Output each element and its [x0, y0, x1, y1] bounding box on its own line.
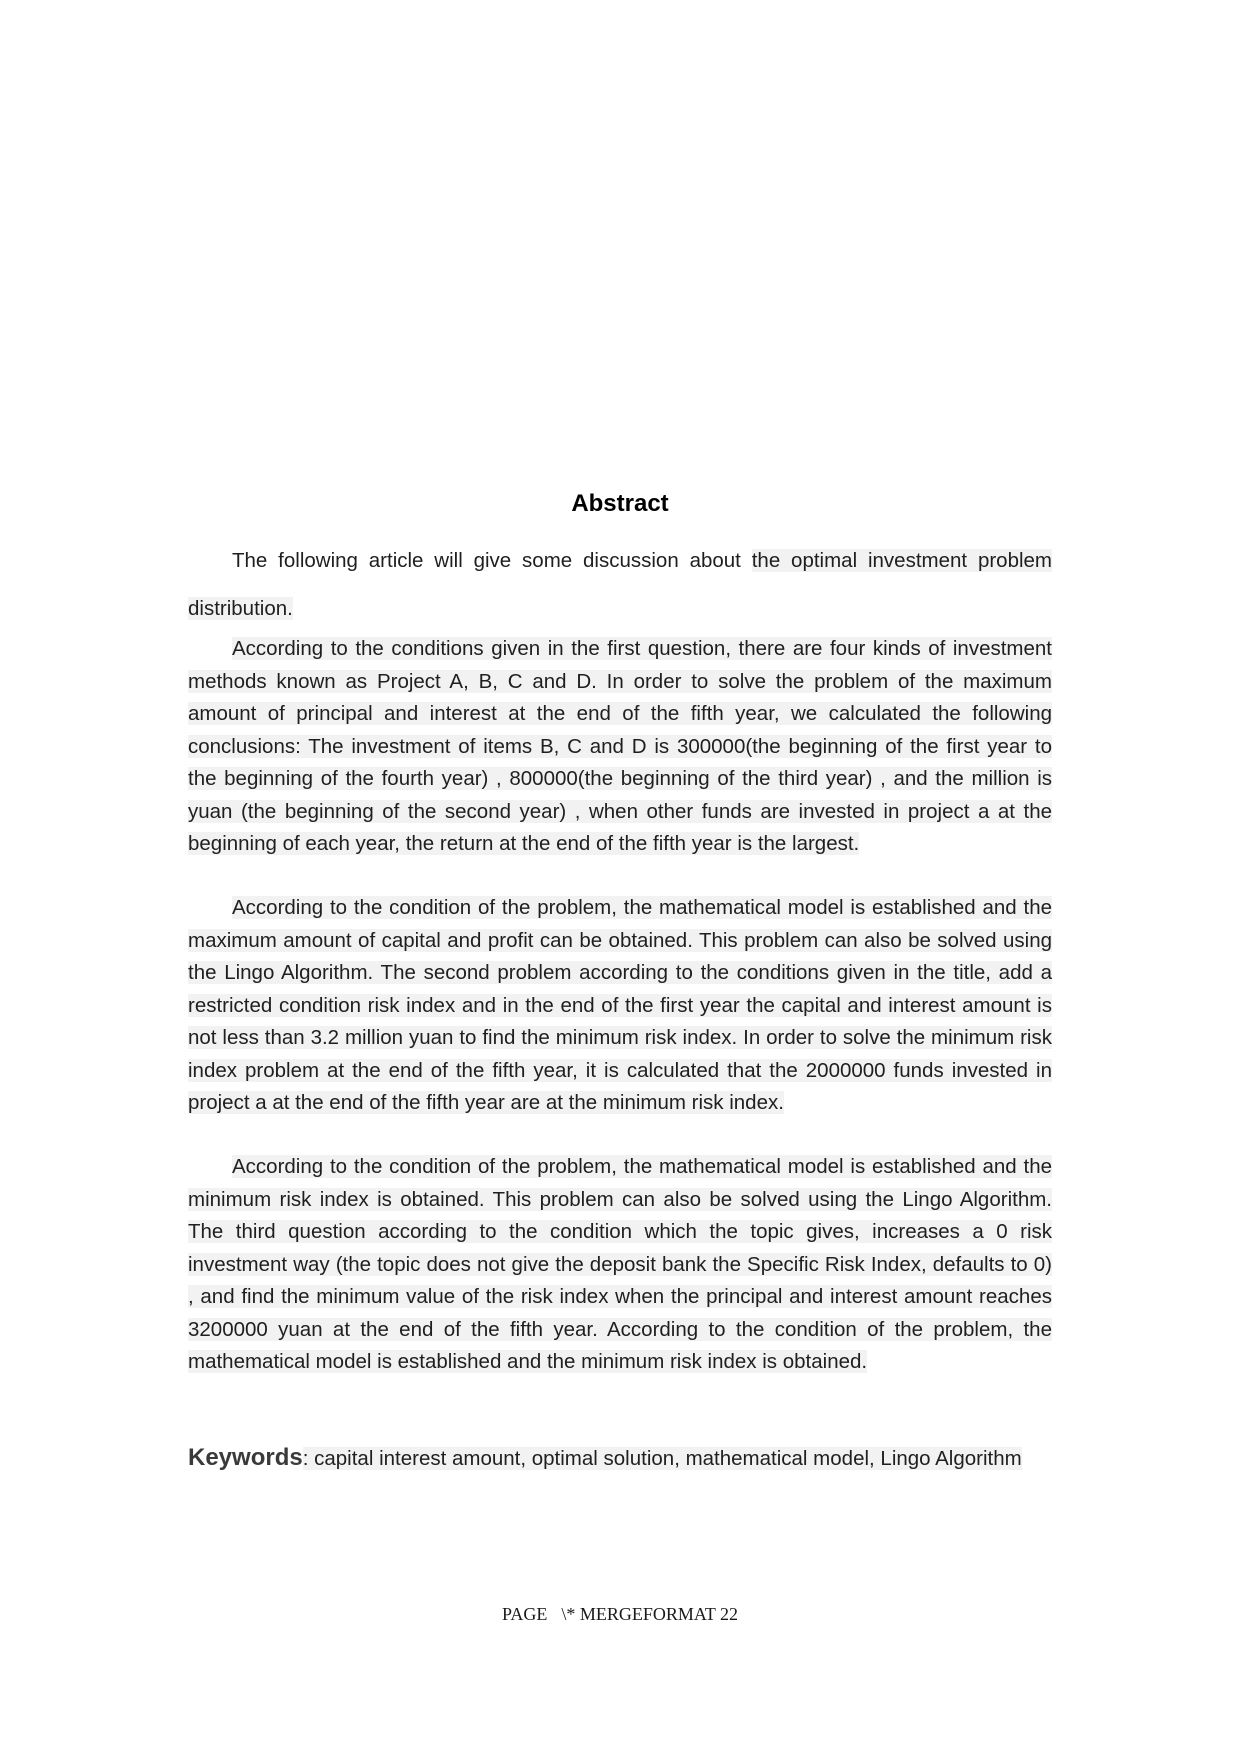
keywords-text: capital interest amount, optimal solution, mathematical model, Lingo Algorithm [314, 1447, 1022, 1470]
intro-plain-text: The following article will give some discussion about [232, 549, 752, 572]
intro-text [188, 537, 1052, 633]
paragraph-2-text: According to the condition of the problem, the mathematical model is established and the maximum amount of capital and profit can be obtained. This problem can also be solved using the Lingo Algorithm. The second problem according to the conditions given in the title, add a restricted condition risk index and in the end of the first year the capital and interest amount is not less than 3.2 million yuan to find the minimum risk index. In order to solve the minimum risk index problem at the end of the fifth year, it is calculated that the 2000000 funds invested in project a at the end of the fifth year are at the minimum risk index. [188, 896, 1052, 1114]
abstract-paragraph-2 [188, 892, 1052, 1120]
footer-field-code: \* MERGEFORMAT 22 [561, 1604, 739, 1624]
abstract-paragraph-1 [188, 633, 1052, 861]
paragraph-1-text: According to the conditions given in the first question, there are four kinds of investment methods known as Project A, B, C and D. In order to solve the problem of the maximum amount of principal and interest at the end of the fifth year, we calculated the following conclusions: The investment of items B, C and D is 300000(the beginning of the first year to the beginning of the fourth year) , 800000(the beginning of the third year) , and the million is yuan (the beginning of the second year) , when other funds are invested in project a at the beginning of each year, the return at the end of the fifth year is the largest. [188, 637, 1052, 855]
keywords-label: Keywords [188, 1444, 303, 1471]
paragraph-3-text: According to the condition of the problem, the mathematical model is established and the minimum risk index is obtained. This problem can also be solved using the Lingo Algorithm. The third question according to the condition which the topic gives, increases a 0 risk investment way (the topic does not give the deposit bank the Specific Risk Index, defaults to 0) , and find the minimum value of the risk index when the principal and interest amount reaches 3200000 yuan at the end of the fifth year. According to the condition of the problem, the mathematical model is established and the minimum risk index is obtained. [188, 1155, 1052, 1373]
page-footer [0, 1604, 1240, 1625]
keywords-section [188, 1442, 1052, 1474]
abstract-heading: Abstract [571, 490, 669, 517]
abstract-paragraph-3 [188, 1151, 1052, 1379]
keywords-separator: : [302, 1447, 315, 1470]
intro-highlighted-text: the optimal investment problem distribution. [188, 549, 1053, 620]
footer-page-label: PAGE [501, 1604, 548, 1624]
intro-paragraph [188, 537, 1052, 633]
